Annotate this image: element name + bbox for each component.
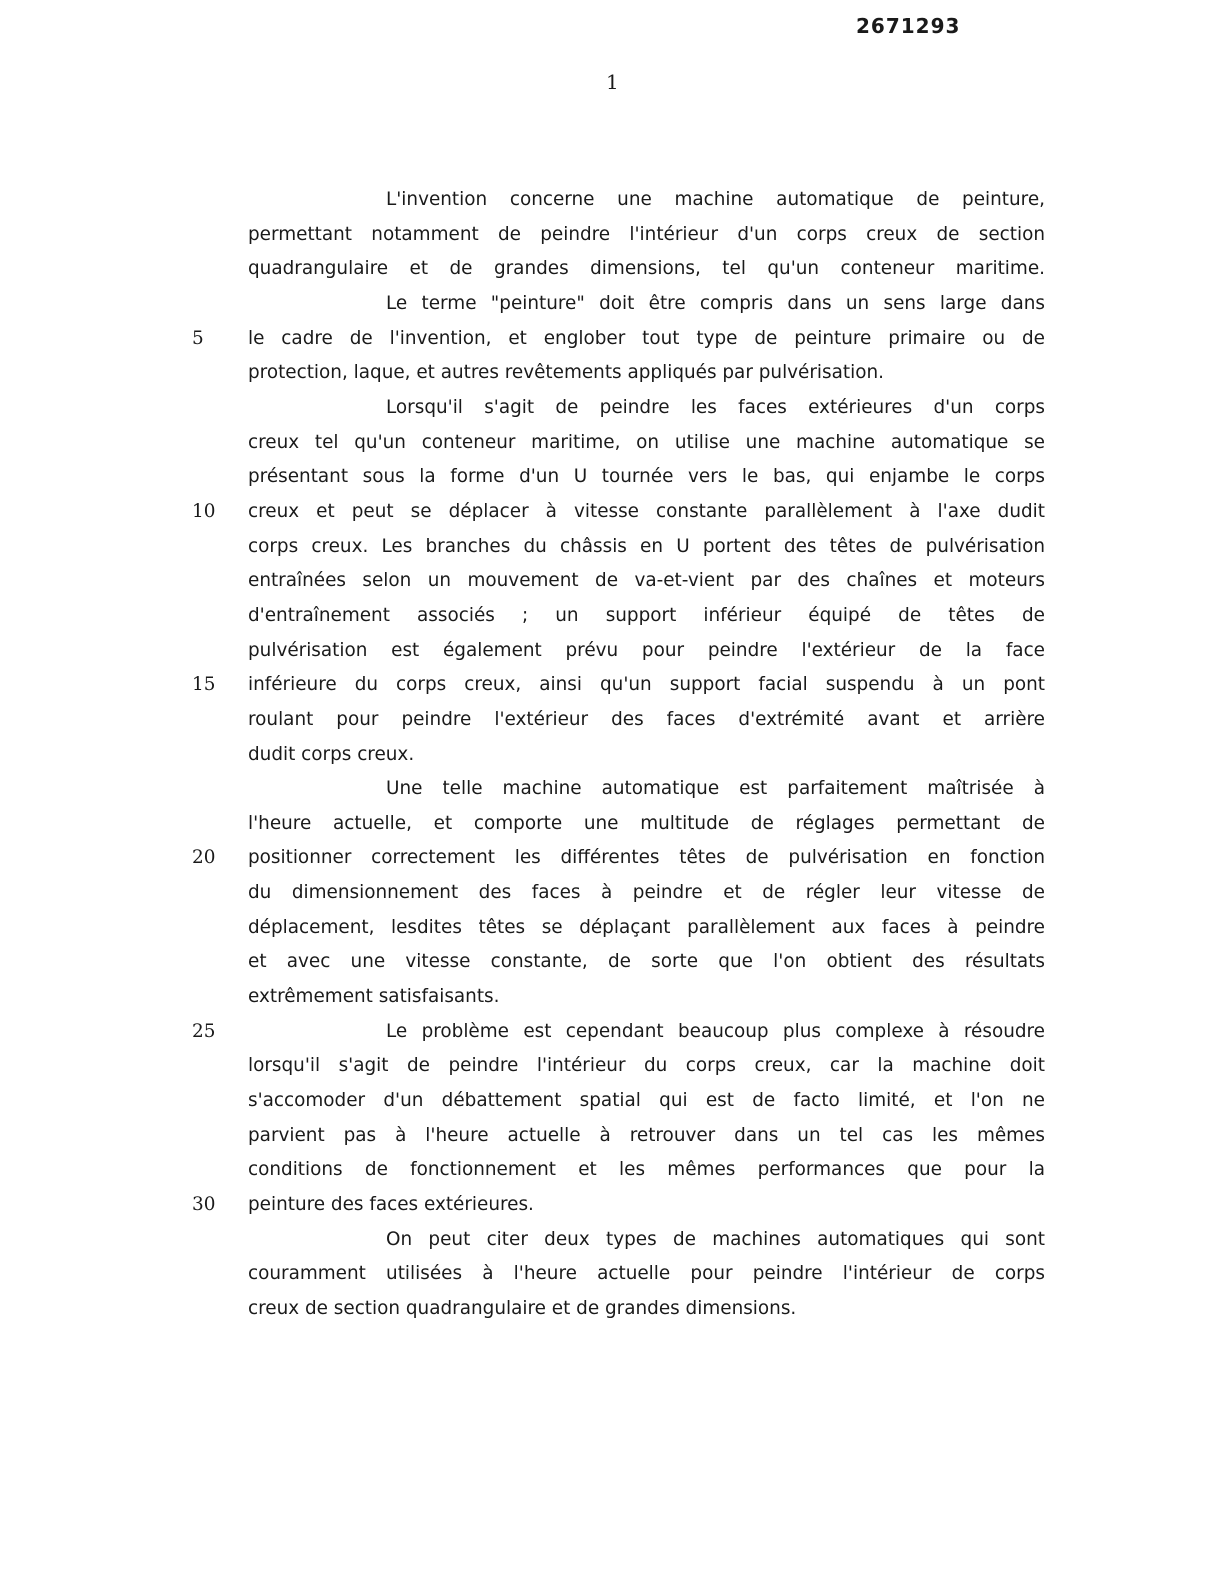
line-text: L'invention concerne une machine automatique de peinture, (386, 189, 1045, 210)
page-number: 1 (606, 70, 619, 94)
text-line (192, 668, 1045, 703)
text-line (248, 183, 1045, 218)
text-line (192, 1015, 1045, 1050)
text-line (248, 772, 1045, 807)
text-line (192, 495, 1045, 530)
line-text: couramment utilisées à l'heure actuelle pour peindre l'intérieur de corps (248, 1263, 1045, 1285)
line-text: extrêmement satisfaisants. (248, 986, 500, 1008)
line-text: conditions de fonctionnement et les mêmes performances que pour la (248, 1159, 1045, 1181)
text-line (248, 980, 1045, 1015)
text-line (192, 841, 1045, 876)
text-line (248, 738, 1045, 773)
line-text: s'accomoder d'un débattement spatial qui est de facto limité, et l'on ne (248, 1090, 1045, 1112)
line-text: déplacement, lesdites têtes se déplaçant parallèlement aux faces à peindre (248, 916, 1045, 938)
text-line (248, 599, 1045, 634)
line-text: du dimensionnement des faces à peindre et de régler leur vitesse de (248, 882, 1045, 904)
line-number: 5 (192, 327, 204, 349)
line-number: 30 (192, 1194, 216, 1216)
line-text: dudit corps creux. (248, 743, 415, 765)
line-text: lorsqu'il s'agit de peindre l'intérieur du corps creux, car la machine doit (248, 1055, 1045, 1077)
text-line (248, 252, 1045, 287)
text-line (248, 391, 1045, 426)
text-line (248, 1153, 1045, 1188)
text-line (248, 287, 1045, 322)
line-text: le cadre de l'invention, et englober tout type de peinture primaire ou de (248, 327, 1045, 349)
document-number: 2671293 (856, 14, 961, 38)
line-text: d'entraînement associés ; un support inférieur équipé de têtes de (248, 604, 1045, 626)
line-text: creux tel qu'un conteneur maritime, on utilise une machine automatique se (248, 431, 1045, 453)
text-line (248, 1223, 1045, 1258)
line-text: On peut citer deux types de machines automatiques qui sont (386, 1228, 1045, 1250)
line-text: permettant notamment de peindre l'intérieur d'un corps creux de section (248, 223, 1045, 245)
line-text: présentant sous la forme d'un U tournée vers le bas, qui enjambe le corps (248, 466, 1045, 488)
text-line (248, 911, 1045, 946)
text-line (248, 1292, 1045, 1327)
text-line (248, 945, 1045, 980)
text-line (248, 356, 1045, 391)
text-line (192, 322, 1045, 357)
document-body (192, 183, 1045, 1327)
line-text: quadrangulaire et de grandes dimensions, tel qu'un conteneur maritime. (248, 258, 1045, 280)
line-number: 10 (192, 500, 216, 522)
line-text: corps creux. Les branches du châssis en U portent des têtes de pulvérisation (248, 535, 1045, 557)
text-line (248, 460, 1045, 495)
text-line (248, 564, 1045, 599)
line-text: creux et peut se déplacer à vitesse constante parallèlement à l'axe dudit (248, 500, 1045, 522)
line-text: protection, laque, et autres revêtements appliqués par pulvérisation. (248, 362, 884, 384)
text-line (248, 1257, 1045, 1292)
text-line (248, 876, 1045, 911)
line-text: roulant pour peindre l'extérieur des faces d'extrémité avant et arrière (248, 708, 1045, 730)
line-text: Le problème est cependant beaucoup plus complexe à résoudre (386, 1020, 1045, 1042)
text-line (248, 1084, 1045, 1119)
line-text: entraînées selon un mouvement de va-et-vient par des chaînes et moteurs (248, 570, 1045, 592)
line-text: l'heure actuelle, et comporte une multitude de réglages permettant de (248, 812, 1045, 834)
line-number: 15 (192, 674, 216, 696)
text-line (248, 1049, 1045, 1084)
line-text: parvient pas à l'heure actuelle à retrouver dans un tel cas les mêmes (248, 1124, 1045, 1146)
text-line (248, 530, 1045, 565)
line-text: creux de section quadrangulaire et de grandes dimensions. (248, 1298, 797, 1319)
text-line (248, 218, 1045, 253)
line-text: Lorsqu'il s'agit de peindre les faces extérieures d'un corps (386, 396, 1045, 418)
line-text: Une telle machine automatique est parfaitement maîtrisée à (386, 778, 1045, 800)
line-text: pulvérisation est également prévu pour peindre l'extérieur de la face (248, 639, 1045, 661)
line-number: 20 (192, 847, 216, 869)
line-text: et avec une vitesse constante, de sorte que l'on obtient des résultats (248, 951, 1045, 973)
text-line (248, 426, 1045, 461)
text-line (192, 1188, 1045, 1223)
text-line (248, 807, 1045, 842)
line-number: 25 (192, 1020, 216, 1042)
text-line (248, 1119, 1045, 1154)
text-line (248, 634, 1045, 669)
line-text: peinture des faces extérieures. (248, 1194, 534, 1216)
line-text: Le terme "peinture" doit être compris dans un sens large dans (386, 292, 1045, 314)
text-line (248, 703, 1045, 738)
line-text: inférieure du corps creux, ainsi qu'un support facial suspendu à un pont (248, 674, 1045, 696)
line-text: positionner correctement les différentes têtes de pulvérisation en fonction (248, 847, 1045, 869)
